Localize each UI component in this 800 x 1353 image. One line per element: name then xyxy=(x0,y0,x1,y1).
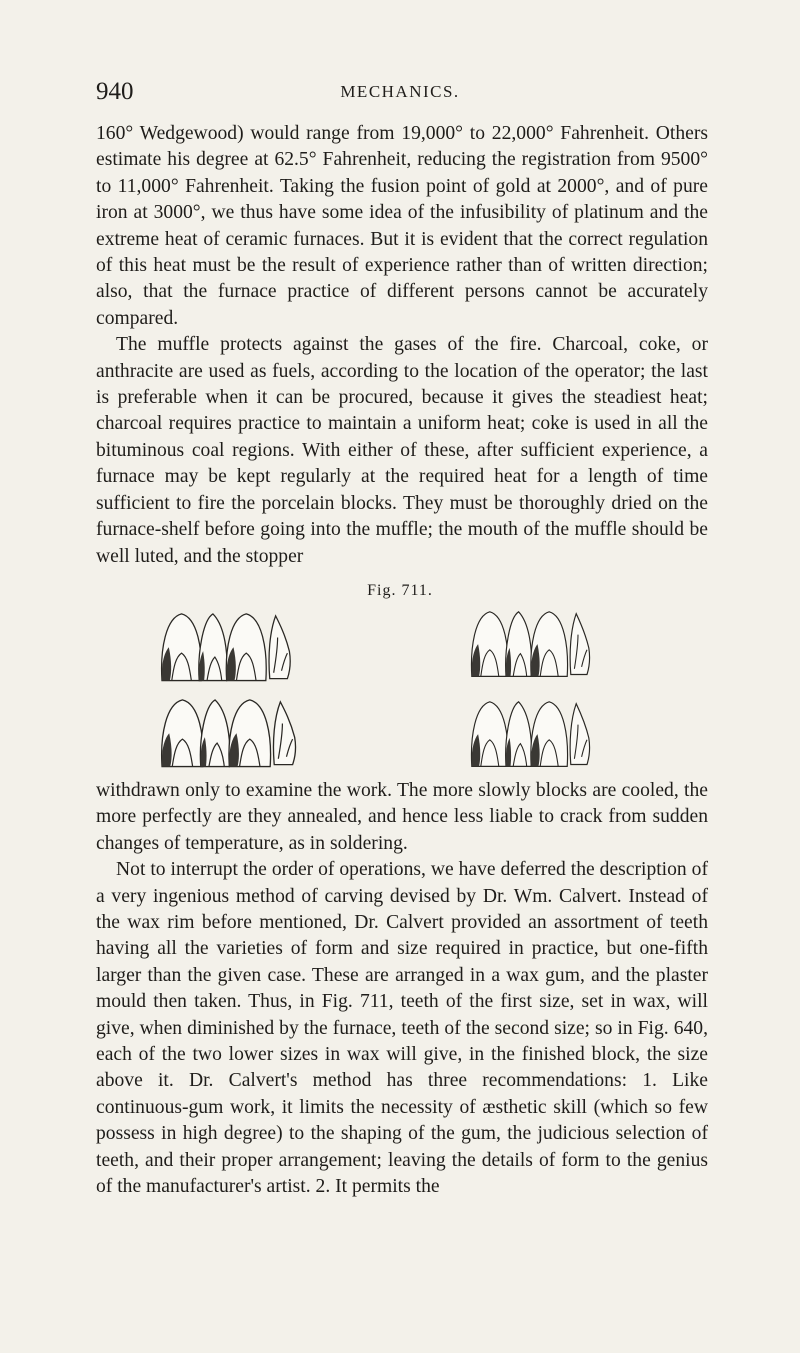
running-title: MECHANICS. xyxy=(340,82,460,101)
figure-caption: Fig. 711. xyxy=(367,582,433,599)
text-block-top xyxy=(96,121,708,570)
page-header xyxy=(96,78,704,112)
paragraph: Not to interrupt the order of operations, we have deferred the description of a very ingenious method of carving devised by Dr. Wm. Calvert. Instead of the wax rim before mentioned, Dr. Calvert provided an assortment of teeth having all the varieties of form and size required in practice, but one-fifth larger than the given case. These are arranged in a wax gum, and the plaster mould then taken. Thus, in Fig. 711, teeth of the first size, set in wax, will give, when diminished by the furnace, teeth of the second size; so in Fig. 640, each of the two lower sizes in wax will give, in the finished block, the size above it. Dr. Calvert's method has three recommendations: 1. Like continuous-gum work, it limits the necessity of æsthetic skill (which so few possess in high degree) to the shaping of the gum, the judicious selection of teeth, and their proper arrangement; leaving the details of form to the genius of the manufacturer's artist. 2. It permits the xyxy=(96,859,708,1198)
figure-teeth-illustration xyxy=(150,606,670,776)
text-block-bottom xyxy=(96,778,708,1201)
teeth-group-large-upper xyxy=(162,614,291,681)
teeth-group-large-lower xyxy=(162,700,296,767)
paragraph: withdrawn only to examine the work. The more slowly blocks are cooled, the more perfectly are they annealed, and hence less liable to crack from sudden changes of temperature, as in soldering. xyxy=(96,780,708,854)
page-number: 940 xyxy=(96,78,134,105)
paragraph: 160° Wedgewood) would range from 19,000° to 22,000° Fahrenheit. Others estimate his degree at 62.5° Fahrenheit, reducing the registration from 9500° to 11,000° Fahrenheit. Taking the fusion point of gold at 2000°, and of pure iron at 3000°, we thus have some idea of the infusibility of platinum and the extreme heat of ceramic furnaces. But it is evident that the correct regulation of this heat must be the result of experience rather than of written direction; also, that the furnace practice of different persons cannot be accurately compared. xyxy=(96,123,708,329)
teeth-group-small-upper xyxy=(471,612,589,677)
teeth-group-small-lower xyxy=(471,702,589,767)
paragraph: The muffle protects against the gases of the fire. Charcoal, coke, or anthracite are used as fuels, according to the location of the operator; the last is preferable when it can be procured, because it gives the steadiest heat; charcoal requires practice to maintain a uniform heat; coke is used in all the bituminous coal regions. With either of these, after sufficient experience, a furnace may be kept regularly at the required heat for a length of time sufficient to fire the porcelain blocks. They must be thoroughly dried on the furnace-shelf before going into the muffle; the mouth of the muffle should be well luted, and the stopper xyxy=(96,334,708,567)
teeth-drawing xyxy=(150,606,670,776)
